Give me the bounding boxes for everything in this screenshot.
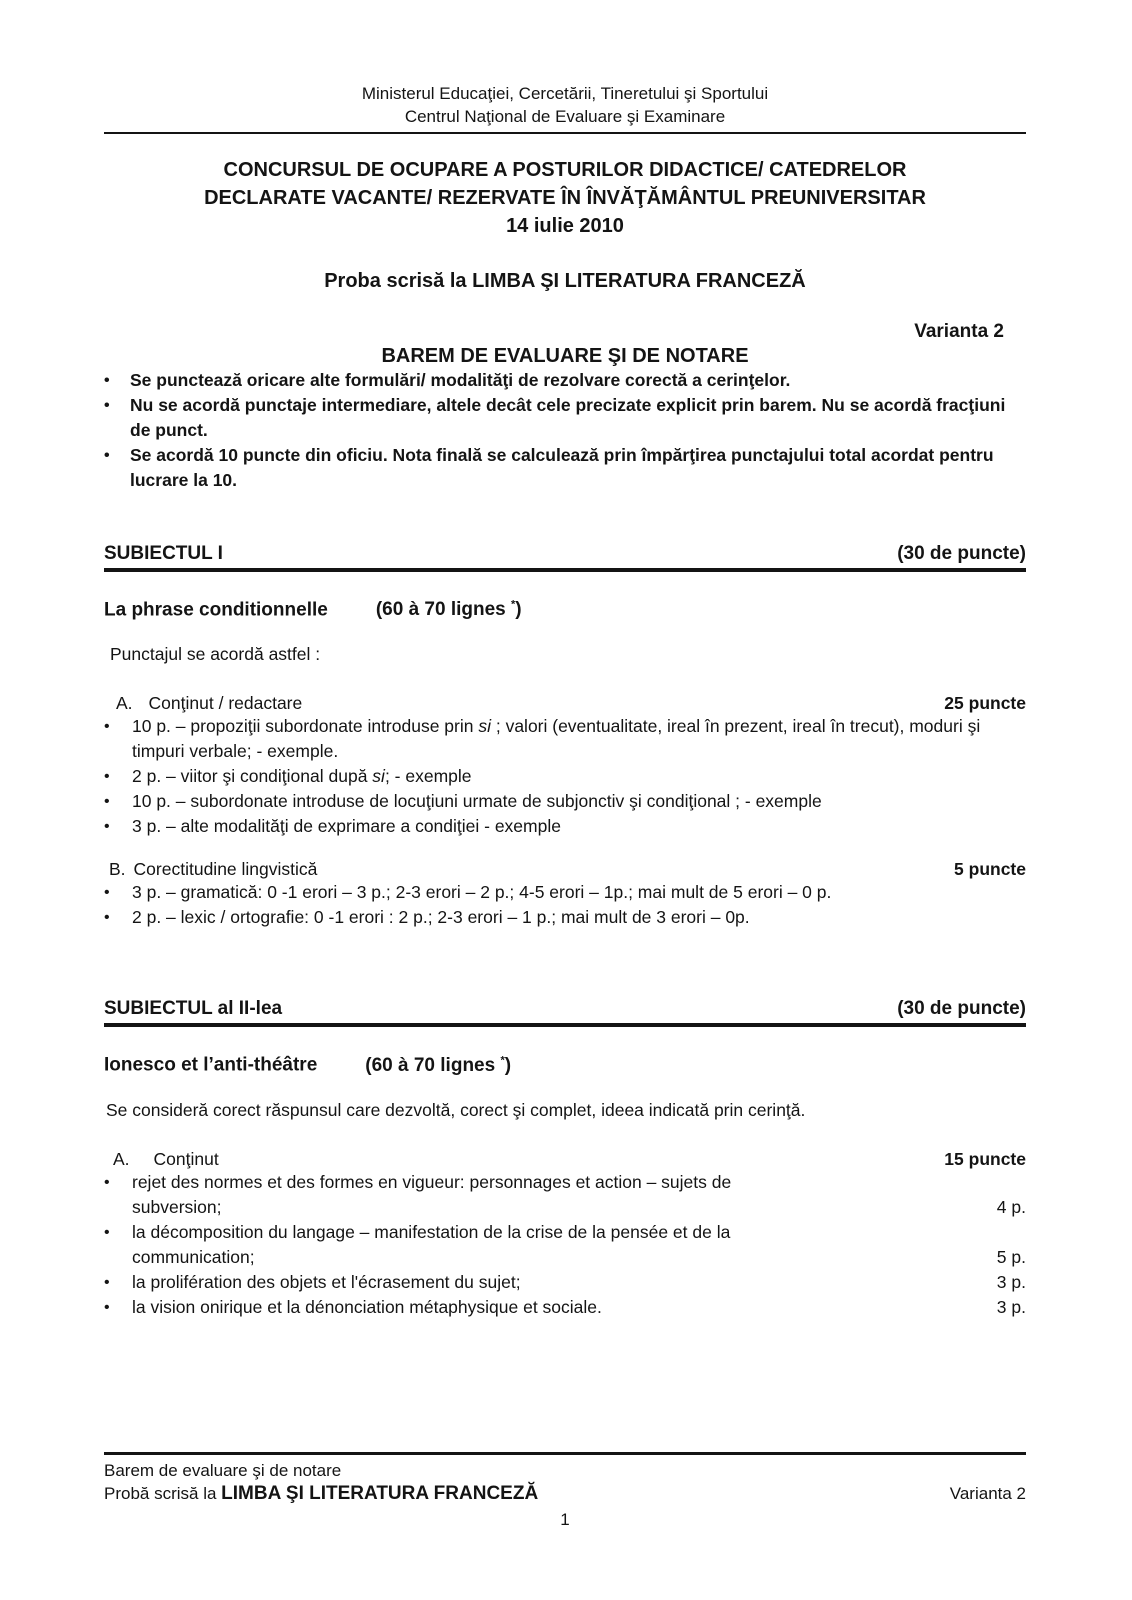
bullet-text: 3 p. – gramatică: 0 -1 erori – 3 p.; 2-3 erori – 2 p.; 4-5 erori – 1p.; mai mult de 5 erori – 0 p. [132,882,832,903]
bullet-text: 2 p. – lexic / ortografie: 0 -1 erori : 2 p.; 2-3 erori – 1 p.; mai mult de 3 erori – 0p. [132,907,750,928]
subject1-sectionB-title [109,859,317,880]
page-content [104,0,1026,1320]
subject1-topic: La phrase conditionnelle [104,599,328,621]
bullet-icon: • [104,909,110,927]
subject1-sectionB-points: 5 puncte [954,859,1026,880]
subject2-heading-points: (30 de puncte) [897,998,1026,1020]
subject1-sectionB-bullets [104,880,1026,930]
bullet-text: 3 p. – alte modalităţi de exprimare a condiţiei - exemple [132,816,561,837]
footer-divider [104,1452,1026,1455]
bullet-item [104,905,1026,930]
footer-subject-name: LIMBA ŞI LITERATURA FRANCEZĂ [221,1483,539,1504]
bullet-text: Se acordă 10 puncte din oficiu. Nota finală se calculează prin împărţirea punctajului total acordat pentru lucrare la 10. [130,445,994,490]
subject1-sectionA-title [116,693,302,714]
ministry-line1: Ministerul Educaţiei, Cercetării, Tineretului şi Sportului [361,84,769,103]
subject1-intro: Punctajul se acordă astfel : [110,644,321,665]
bullet-text: 10 p. – propoziţii subordonate introduse prin si ; valori (eventualitate, ireal în prezent, ireal în trecut), moduri şi timpuri verbale; - exemple. [132,716,981,762]
subject2-lines-requirement [365,1055,511,1076]
subject1-sectionA-label: A. [116,693,133,714]
subject2-sectionA-row [104,1149,1026,1170]
subject1-lines-prefix: (60 à 70 lignes [375,599,512,621]
bullet-icon: • [104,1273,110,1291]
footer-subject-prefix: Probă scrisă la [104,1484,222,1503]
subject2-lines-suffix: ) [504,1054,512,1076]
bullet-icon: • [104,793,110,811]
bullet-text: rejet des normes et des formes en vigueur: personnages et action – sujets de subversion; [132,1171,732,1217]
bullet-item [104,1270,1026,1295]
bullet-icon: • [104,372,110,389]
bullet-text: Nu se acordă punctaje intermediare, altele decât cele precizate explicit prin barem. Nu se acordă fracţiuni de punct. [130,395,1006,440]
bullet-item [104,1170,1026,1220]
bullet-points-value: 5 p. [996,1246,1026,1267]
bullet-icon: • [104,447,110,464]
bullet-text: 10 p. – subordonate introduse de locuţiuni urmate de subjonctiv şi condiţional ; - exemple [132,791,822,812]
bullet-icon: • [104,768,110,786]
title-line1: CONCURSUL DE OCUPARE A POSTURILOR DIDACTICE/ CATEDRELOR [223,159,907,181]
bullet-icon: • [104,1298,110,1316]
subject1-topic-row [104,599,1026,621]
general-notes-list [104,368,1026,493]
subject1-sectionA-row [104,693,1026,714]
subject1-sectionA-points: 25 puncte [944,693,1026,714]
subject2-heading [104,998,1026,1027]
bullet-icon: • [104,818,110,836]
bullet-text: la vision onirique et la dénonciation métaphysique et sociale. [132,1296,602,1317]
subject1-sectionB-row [104,859,1026,880]
subject2-sectionA-bullets [104,1170,1026,1320]
bullet-item [104,714,1026,764]
exam-subtitle: Proba scrisă la LIMBA ŞI LITERATURA FRANCEZĂ [324,270,806,292]
bullet-icon: • [104,1223,110,1241]
bullet-icon: • [104,397,110,414]
subject1-heading-points: (30 de puncte) [897,543,1026,564]
bullet-text: la décomposition du langage – manifestation de la crise de la pensée et de la communication; [132,1221,731,1267]
bullet-text: la prolifération des objets et l'écrasement du sujet; [132,1271,521,1292]
subject2-heading-label: SUBIECTUL al II-lea [104,998,283,1020]
bullet-item [104,368,1026,393]
subject1-sectionB-name: Corectitudine lingvistică [133,859,318,880]
ministry-line2: Centrul Naţional de Evaluare şi Examinare [404,107,726,126]
bullet-item [104,789,1026,814]
footer-subject-line [104,1482,538,1505]
subject2-intro: Se consideră corect răspunsul care dezvoltă, corect şi complet, ideea indicată prin cerinţă. [106,1099,806,1120]
bullet-text: 2 p. – viitor şi condiţional după si; - exemple [132,766,472,787]
bullet-item [104,880,1026,905]
header-divider [104,132,1026,134]
bullet-item [104,1295,1026,1320]
subject1-sectionA-bullets [104,714,1026,839]
subject1-sectionB-label: B. [109,859,126,880]
subject1-lines-requirement [376,599,522,620]
page-footer [104,1452,1026,1531]
title-line2: DECLARATE VACANTE/ REZERVATE ÎN ÎNVĂŢĂMÂNTUL PREUNIVERSITAR [204,187,926,209]
subject2-sectionA-name: Conţinut [153,1148,219,1169]
subject2-sectionA-label: A. [113,1148,130,1169]
bullet-points-value: 4 p. [996,1196,1026,1217]
barem-title: BAREM DE EVALUARE ŞI DE NOTARE [381,345,749,367]
bullet-item [104,814,1026,839]
bullet-item [104,443,1026,493]
subject1-heading-label: SUBIECTUL I [104,543,223,564]
bullet-item [104,764,1026,789]
bullet-points-value: 3 p. [996,1296,1026,1317]
subject1-heading [104,543,1026,572]
footer-line2 [104,1482,1026,1505]
bullet-item [104,393,1026,443]
subject2-topic: Ionesco et l’anti-théâtre [104,1054,318,1076]
footer-variant: Varianta 2 [949,1484,1026,1503]
subject2-topic-row [104,1054,1026,1076]
subject2-lines-prefix: (60 à 70 lignes [365,1054,501,1076]
bullet-points-value: 3 p. [996,1271,1026,1292]
bullet-icon: • [104,884,110,902]
bullet-icon: • [104,718,110,736]
ministry-header [104,82,1026,128]
bullet-icon: • [104,1173,110,1191]
subject2-sectionA-points: 15 puncte [944,1148,1026,1169]
bullet-text: Se punctează oricare alte formulări/ modalităţi de rezolvare corectă a cerinţelor. [130,370,791,390]
subject1-footnote-mark: * [511,599,516,611]
variant-label: Varianta 2 [914,321,1004,342]
footer-line1: Barem de evaluare şi de notare [104,1461,342,1480]
document-title [104,156,1026,240]
subject2-footnote-mark: * [500,1054,505,1067]
subject1-sectionA-name: Conţinut / redactare [148,693,303,714]
bullet-item [104,1220,1026,1270]
title-date: 14 iulie 2010 [506,215,624,237]
subject2-sectionA-title [113,1149,219,1170]
subject1-lines-suffix: ) [515,599,522,621]
page-number: 1 [560,1510,570,1529]
